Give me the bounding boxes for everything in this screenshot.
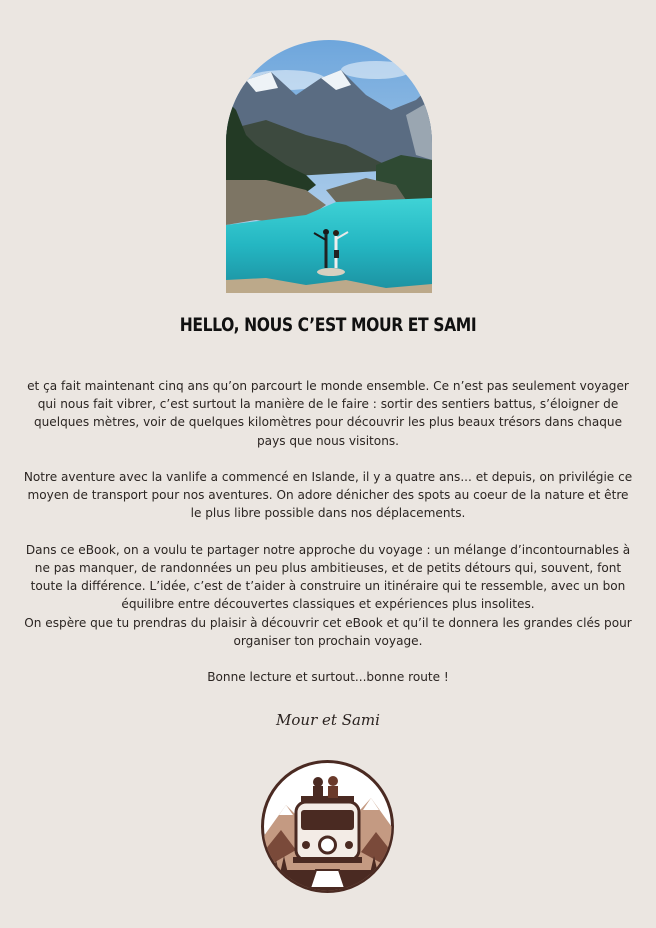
hero-photo (226, 40, 432, 293)
paragraph-3: Dans ce eBook, on a voulu te partager notre approche du voyage : un mélange d’incontournables à ne pas manquer, de randonnées un peu plus ambitieuses, et de petits détours qui, souvent, font toute la différence. L’idée, c’est de t’aider à construire un itinéraire qui te ressemble, avec un bon équilibre entre découvertes classiques et expériences plus insolites. (25, 542, 631, 612)
page-title: HELLO, NOUS C’EST MOUR ET SAMI (179, 314, 477, 336)
paragraph-2: Notre aventure avec la vanlife a commencé en Islande, il y a quatre ans... et depuis, on privilégie ce moyen de transport pour nos aventures. On adore dénicher des spots au coeur de la nature et être le plus libre possible dans nos déplacements. (23, 470, 633, 521)
paragraph-4: On espère que tu prendras du plaisir à découvrir cet eBook et qu’il te donnera les grandes clés pour organiser ton prochain voyage. (24, 615, 632, 648)
signature: Mour et Sami (276, 711, 380, 729)
closing-line: Bonne lecture et surtout...bonne route ! (207, 670, 449, 685)
lake-mountains-photo (226, 40, 432, 293)
van-travel-logo-icon (261, 760, 394, 893)
paragraph-1: et ça fait maintenant cinq ans qu’on parcourt le monde ensemble. Ce n’est pas seulement voyager qui nous fait vibrer, c’est surtout la manière de le faire : sortir des sentiers battus, s’éloigner de quelques mètres, voir de quelques kilomètres pour découvrir les plus beaux trésors dans chaque pays que nous visitons. (27, 379, 629, 448)
intro-text (22, 377, 634, 686)
